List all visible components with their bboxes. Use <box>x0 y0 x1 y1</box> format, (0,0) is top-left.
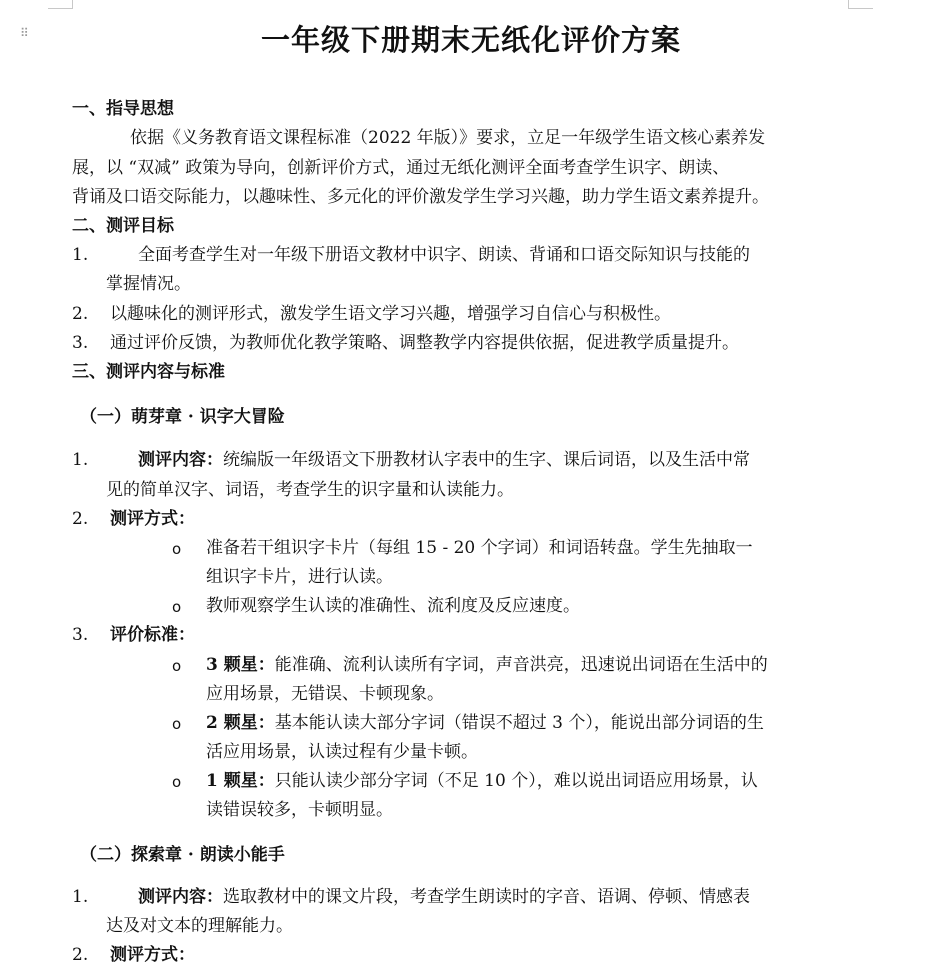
bullet-marker: o <box>172 773 182 791</box>
section-heading-content-standards: 三、测评内容与标准 <box>72 362 225 382</box>
bullet-text <box>206 770 758 792</box>
page-corner-mark-left <box>48 0 73 9</box>
rating-text: 只能认读少部分字词（不足 10 个），难以说出词语应用场景，认 <box>274 771 758 791</box>
bullet-marker: o <box>172 657 182 675</box>
bullet-text: 组识字卡片，进行认读。 <box>206 567 393 587</box>
document-title: 一年级下册期末无纸化评价方案 <box>260 23 681 57</box>
subsection-heading-literacy: （一）萌芽章 · 识字大冒险 <box>80 407 285 427</box>
list-item-text: 通过评价反馈，为教师优化教学策略、调整教学内容提供依据，促进教学质量提升。 <box>110 333 739 353</box>
bullet-text: 应用场景，无错误、卡顿现象。 <box>206 684 444 704</box>
list-number: 1. <box>72 450 89 470</box>
section-heading-goals: 二、测评目标 <box>72 216 174 236</box>
bullet-marker: o <box>172 715 182 733</box>
list-item-text: 达及对文本的理解能力。 <box>106 916 293 936</box>
list-number: 2. <box>72 945 89 965</box>
list-item-text: 掌握情况。 <box>106 274 191 294</box>
item-label: 测评内容： <box>138 887 223 907</box>
bullet-text: 准备若干组识字卡片（每组 15 - 20 个字词）和词语转盘。学生先抽取一 <box>206 538 753 558</box>
rating-label: 2 颗星： <box>206 713 275 733</box>
rating-text: 能准确、流利认读所有字词，声音洪亮，迅速说出词语在生活中的 <box>274 655 768 675</box>
item-label: 测评内容： <box>138 450 223 470</box>
page-corner-mark-right <box>848 0 873 9</box>
list-item-text: 以趣味化的测评形式，激发学生语文学习兴趣，增强学习自信心与积极性。 <box>110 304 671 324</box>
drag-handle-icon[interactable]: ⠿ <box>20 26 30 40</box>
item-label: 评价标准： <box>110 625 195 645</box>
paragraph-line: 依据《义务教育语文课程标准（2022 年版）》要求，立足一年级学生语文核心素养发 <box>130 128 766 148</box>
item-label: 测评方式： <box>110 945 195 965</box>
bullet-text: 活应用场景，认读过程有少量卡顿。 <box>206 742 478 762</box>
item-label: 测评方式： <box>110 509 195 529</box>
bullet-text: 读错误较多，卡顿明显。 <box>206 800 393 820</box>
bullet-marker: o <box>172 540 182 558</box>
bullet-text <box>206 654 768 676</box>
list-number: 2. <box>72 304 89 324</box>
list-number: 3. <box>72 625 89 645</box>
rating-text: 基本能认读大部分字词（错误不超过 3 个），能说出部分词语的生 <box>274 713 764 733</box>
bullet-marker: o <box>172 598 182 616</box>
rating-label: 3 颗星： <box>206 655 275 675</box>
list-number: 1. <box>72 887 89 907</box>
paragraph-line: 背诵及口语交际能力，以趣味性、多元化的评价激发学生学习兴趣，助力学生语文素养提升。 <box>72 187 769 207</box>
rating-label: 1 颗星： <box>206 771 275 791</box>
subsection-heading-reading: （二）探索章 · 朗读小能手 <box>80 845 285 865</box>
item-text: 统编版一年级语文下册教材认字表中的生字、课后词语，以及生活中常 <box>223 450 750 470</box>
list-number: 2. <box>72 509 89 529</box>
paragraph-line: 展，以 “双减” 政策为导向，创新评价方式，通过无纸化测评全面考查学生识字、朗读、 <box>72 158 730 178</box>
list-item-text <box>138 886 750 908</box>
list-item-text: 全面考查学生对一年级下册语文教材中识字、朗读、背诵和口语交际知识与技能的 <box>138 245 750 265</box>
item-text: 选取教材中的课文片段，考查学生朗读时的字音、语调、停顿、情感表 <box>223 887 750 907</box>
section-heading-guiding-ideology: 一、指导思想 <box>72 99 174 119</box>
list-number: 1. <box>72 245 89 265</box>
bullet-text <box>206 712 764 734</box>
list-item-text: 见的简单汉字、词语，考查学生的识字量和认读能力。 <box>106 480 514 500</box>
list-number: 3. <box>72 333 89 353</box>
list-item-text <box>138 449 750 471</box>
bullet-text: 教师观察学生认读的准确性、流利度及反应速度。 <box>206 596 580 616</box>
